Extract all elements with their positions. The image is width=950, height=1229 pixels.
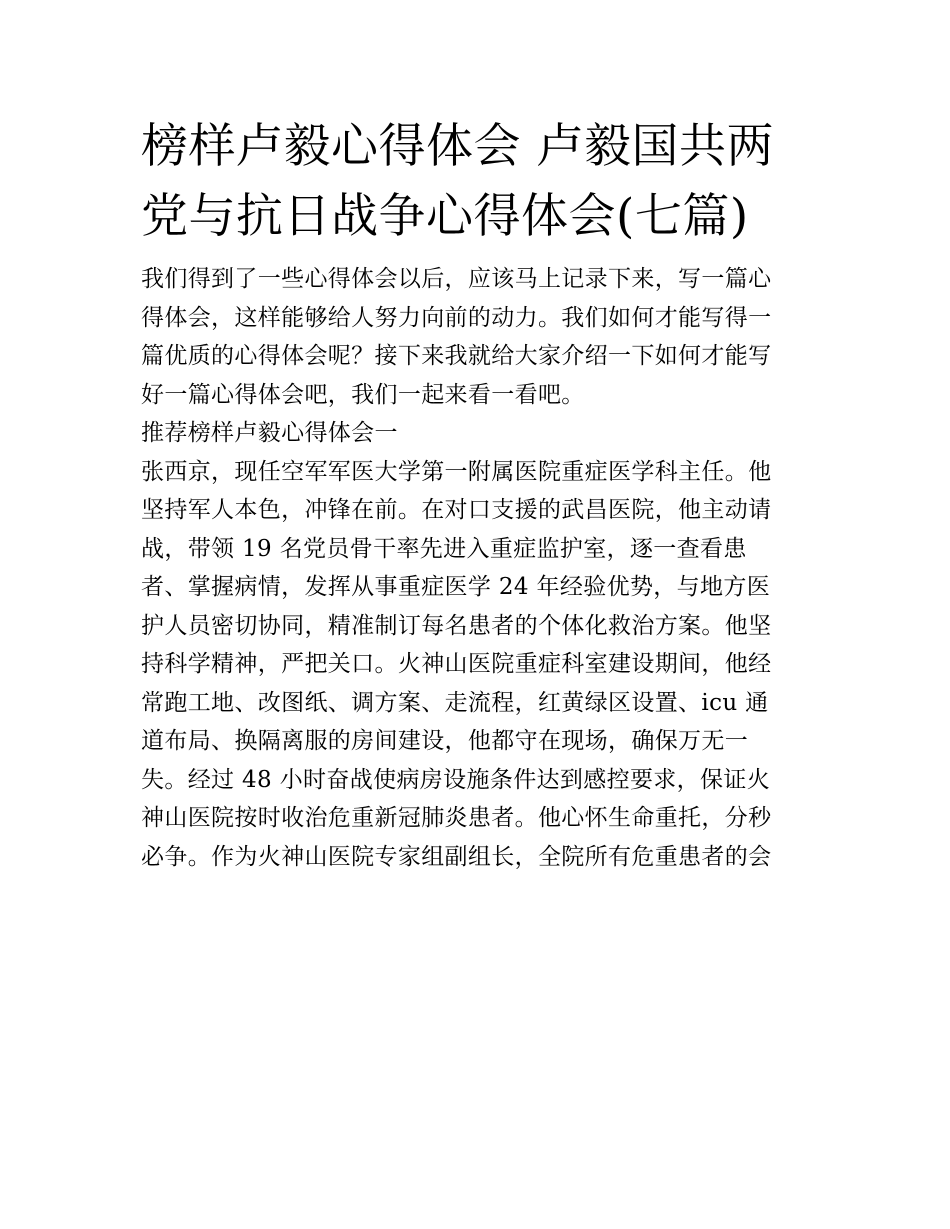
text-line: 坚持军人本色，冲锋在前。在对口支援的武昌医院，他主动请 bbox=[141, 497, 772, 523]
text-line: 持科学精神，严把关口。火神山医院重症科室建设期间，他经 bbox=[141, 651, 772, 677]
text-line: 常跑工地、改图纸、调方案、走流程，红黄绿区设置、icu 通 bbox=[141, 689, 769, 716]
text-line: 我们得到了一些心得体会以后，应该马上记录下来，写一篇心 bbox=[141, 266, 772, 292]
text-line: 失。经过 48 小时奋战使病房设施条件达到感控要求，保证火 bbox=[141, 766, 771, 793]
text-line: 护人员密切协同，精准制订每名患者的个体化救治方案。他坚 bbox=[141, 612, 772, 639]
text-line: 张西京，现任空军军医大学第一附属医院重症医学科主任。他 bbox=[141, 458, 772, 485]
section-heading: 推荐榜样卢毅心得体会一 bbox=[141, 420, 398, 446]
document-body bbox=[141, 260, 813, 876]
document-content bbox=[141, 112, 813, 876]
text-line: 者、掌握病情，发挥从事重症医学 24 年经验优势，与地方医 bbox=[141, 574, 771, 600]
text-line: 得体会，这样能够给人努力向前的动力。我们如何才能写得一 bbox=[141, 304, 772, 331]
text-line: 战，带领 19 名党员骨干率先进入重症监护室，逐一查看患 bbox=[141, 535, 747, 562]
text-line: 道布局、换隔离服的房间建设，他都守在现场，确保万无一 bbox=[141, 728, 749, 754]
text-line: 必争。作为火神山医院专家组副组长，全院所有危重患者的会 bbox=[141, 843, 772, 870]
text-line: 神山医院按时收治危重新冠肺炎患者。他心怀生命重托，分秒 bbox=[141, 805, 772, 831]
text-line: 篇优质的心得体会呢？接下来我就给大家介绍一下如何才能写 bbox=[141, 343, 772, 369]
document-title: 榜样卢毅心得体会 卢毅国共两 党与抗日战争心得体会(七篇) bbox=[141, 119, 774, 244]
text-line: 好一篇心得体会吧，我们一起来看一看吧。 bbox=[141, 381, 585, 408]
